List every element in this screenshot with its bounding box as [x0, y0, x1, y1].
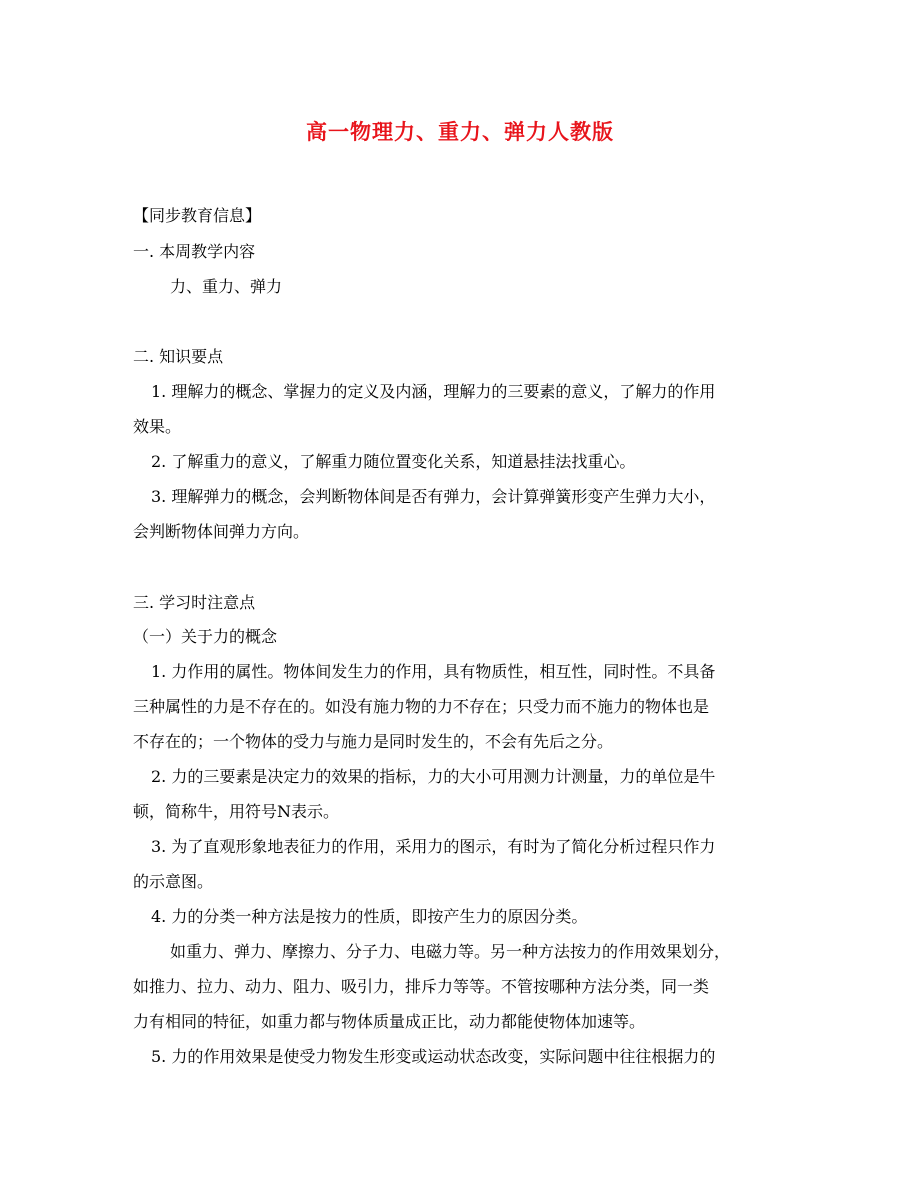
heading-1: 一. 本周教学内容 — [133, 242, 256, 261]
heading-2: 二. 知识要点 — [133, 347, 224, 366]
document-title: 高一物理力、重力、弹力人教版 — [306, 119, 614, 144]
list-item-continued: 的示意图。 — [133, 872, 214, 891]
list-item: 2. 了解重力的意义，了解重力随位置变化关系，知道悬挂法找重心。 — [151, 452, 636, 471]
paragraph: 如重力、弹力、摩擦力、分子力、电磁力等。另一种方法按力的作用效果划分， — [170, 942, 731, 961]
list-item: 2. 力的三要素是决定力的效果的指标，力的大小可用测力计测量，力的单位是牛 — [151, 767, 716, 786]
list-item: 1. 力作用的属性。物体间发生力的作用，具有物质性，相互性，同时性。不具备 — [151, 662, 716, 681]
list-item: 4. 力的分类一种方法是按力的性质，即按产生力的原因分类。 — [151, 907, 588, 926]
list-item: 3. 为了直观形象地表征力的作用，采用力的图示，有时为了简化分析过程只作力 — [151, 837, 716, 856]
paragraph-continued: 力有相同的特征，如重力都与物体质量成正比，动力都能使物体加速等。 — [133, 1012, 646, 1031]
list-item-continued: 会判断物体间弹力方向。 — [133, 522, 310, 541]
paragraph-continued: 如推力、拉力、动力、阻力、吸引力，排斥力等等。不管按哪种方法分类，同一类 — [133, 977, 710, 996]
subheading: （一）关于力的概念 — [133, 627, 278, 646]
heading-3: 三. 学习时注意点 — [133, 593, 256, 612]
list-item-continued: 不存在的；一个物体的受力与施力是同时发生的，不会有先后之分。 — [133, 732, 614, 751]
list-item: 1. 理解力的概念、掌握力的定义及内涵，理解力的三要素的意义，了解力的作用 — [151, 382, 716, 401]
list-item: 3. 理解弹力的概念，会判断物体间是否有弹力，会计算弹簧形变产生弹力大小， — [151, 487, 716, 506]
section-header: 【同步教育信息】 — [133, 206, 262, 225]
paragraph: 力、重力、弹力 — [170, 277, 283, 296]
list-item-continued: 顿，简称牛，用符号N表示。 — [133, 802, 340, 821]
list-item-continued: 效果。 — [133, 417, 182, 436]
list-item: 5. 力的作用效果是使受力物发生形变或运动状态改变，实际问题中往往根据力的 — [151, 1047, 716, 1066]
list-item-continued: 三种属性的力是不存在的。如没有施力物的力不存在；只受力而不施力的物体也是 — [133, 697, 710, 716]
